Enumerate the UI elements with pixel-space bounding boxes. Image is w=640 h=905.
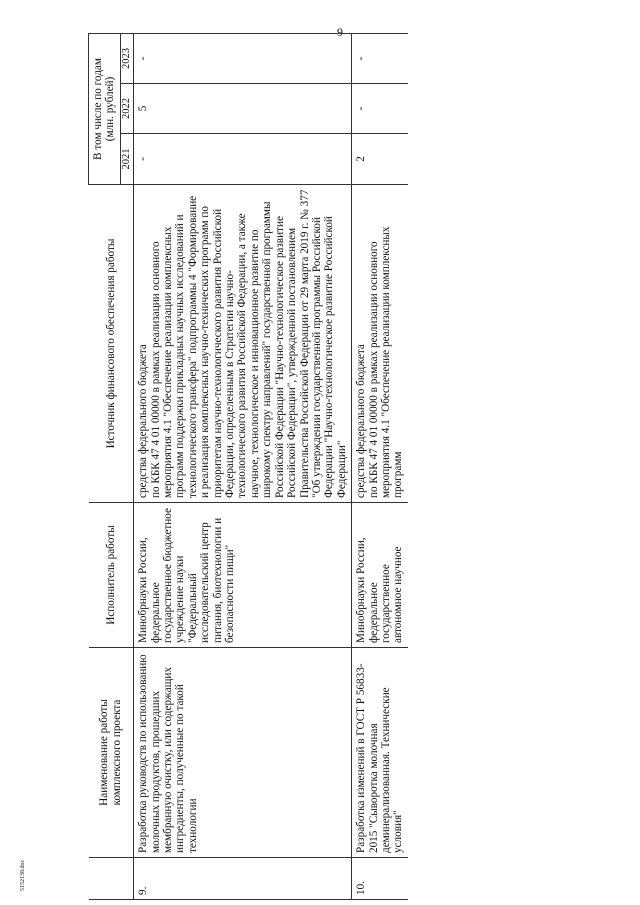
- header-year-2023: 2023: [120, 33, 133, 83]
- row-work-name: Разработка руководств по использованию молочных продуктов, прошедших мембранную очистку, или содержащих ингредиенты, полученные по такой технологии: [134, 648, 352, 858]
- row-executor: Минобрнауки России, федеральное государственное автономное научное: [352, 503, 408, 648]
- row-amount-2022: -: [352, 84, 408, 134]
- document-file-id: 5152138.doc: [20, 859, 26, 891]
- row-number: 10.: [352, 858, 408, 900]
- row-funding-source: средства федерального бюджета по КБК 47 4 01 00000 в рамках реализации основного мероприятия 4.1 "Обеспечение реализации комплексных программ поддержки прикладных научных исследований и технологического трансфера" подпрограммы 4 "Формирование и реализация комплексных научно-технических программ по приоритетам научно-технологического развития Российской Федерации, определенным в Стратегии научно-технологического развития Российской Федерации, а также научное, технологическое и инновационное развитие по широкому спектру направлений" государственной программы Российской Федерации "Научно-технологическое развитие Российской Федерации", утвержденной постановлением Правительства Российской Федерации от 29 марта 2019 г. № 377 "Об утверждении государственной программы Российской Федерации "Научно-технологическое развитие Российской Федерации": [134, 185, 352, 503]
- header-funding-by-year: В том числе по годам (млн. рублей): [89, 33, 121, 184]
- header-year-2022: 2022: [120, 84, 133, 134]
- header-year-2021: 2021: [120, 134, 133, 185]
- row-amount-2022: 5: [134, 84, 352, 134]
- header-funding-source: Источник финансового обеспечения работы: [89, 185, 134, 503]
- row-number: 9.: [134, 858, 352, 900]
- row-amount-2023: -: [352, 33, 408, 83]
- row-amount-2023: -: [134, 33, 352, 83]
- table-row: [352, 33, 408, 899]
- row-executor: Минобрнауки России, федеральное государственное бюджетное учреждение науки "Федеральный исследовательский центр питания, биотехнологии и безопасности пищи": [134, 503, 352, 648]
- header-work-name: Наименование работы комплексного проекта: [89, 648, 134, 858]
- financing-table: [88, 33, 408, 900]
- table-row: [134, 33, 352, 899]
- row-amount-2021: 2: [352, 134, 408, 185]
- header-number: [89, 858, 134, 900]
- page-number: 9: [337, 25, 343, 39]
- header-executor: Исполнитель работы: [89, 503, 134, 648]
- row-work-name: Разработка изменений в ГОСТ Р 56833-2015 "Сыворотка молочная деминерализованная. Технические условия": [352, 648, 408, 858]
- row-amount-2021: -: [134, 134, 352, 185]
- financing-table-sheet: [88, 34, 563, 900]
- row-funding-source: средства федерального бюджета по КБК 47 4 01 00000 в рамках реализации основного мероприятия 4.1 "Обеспечение реализации комплексных программ: [352, 185, 408, 503]
